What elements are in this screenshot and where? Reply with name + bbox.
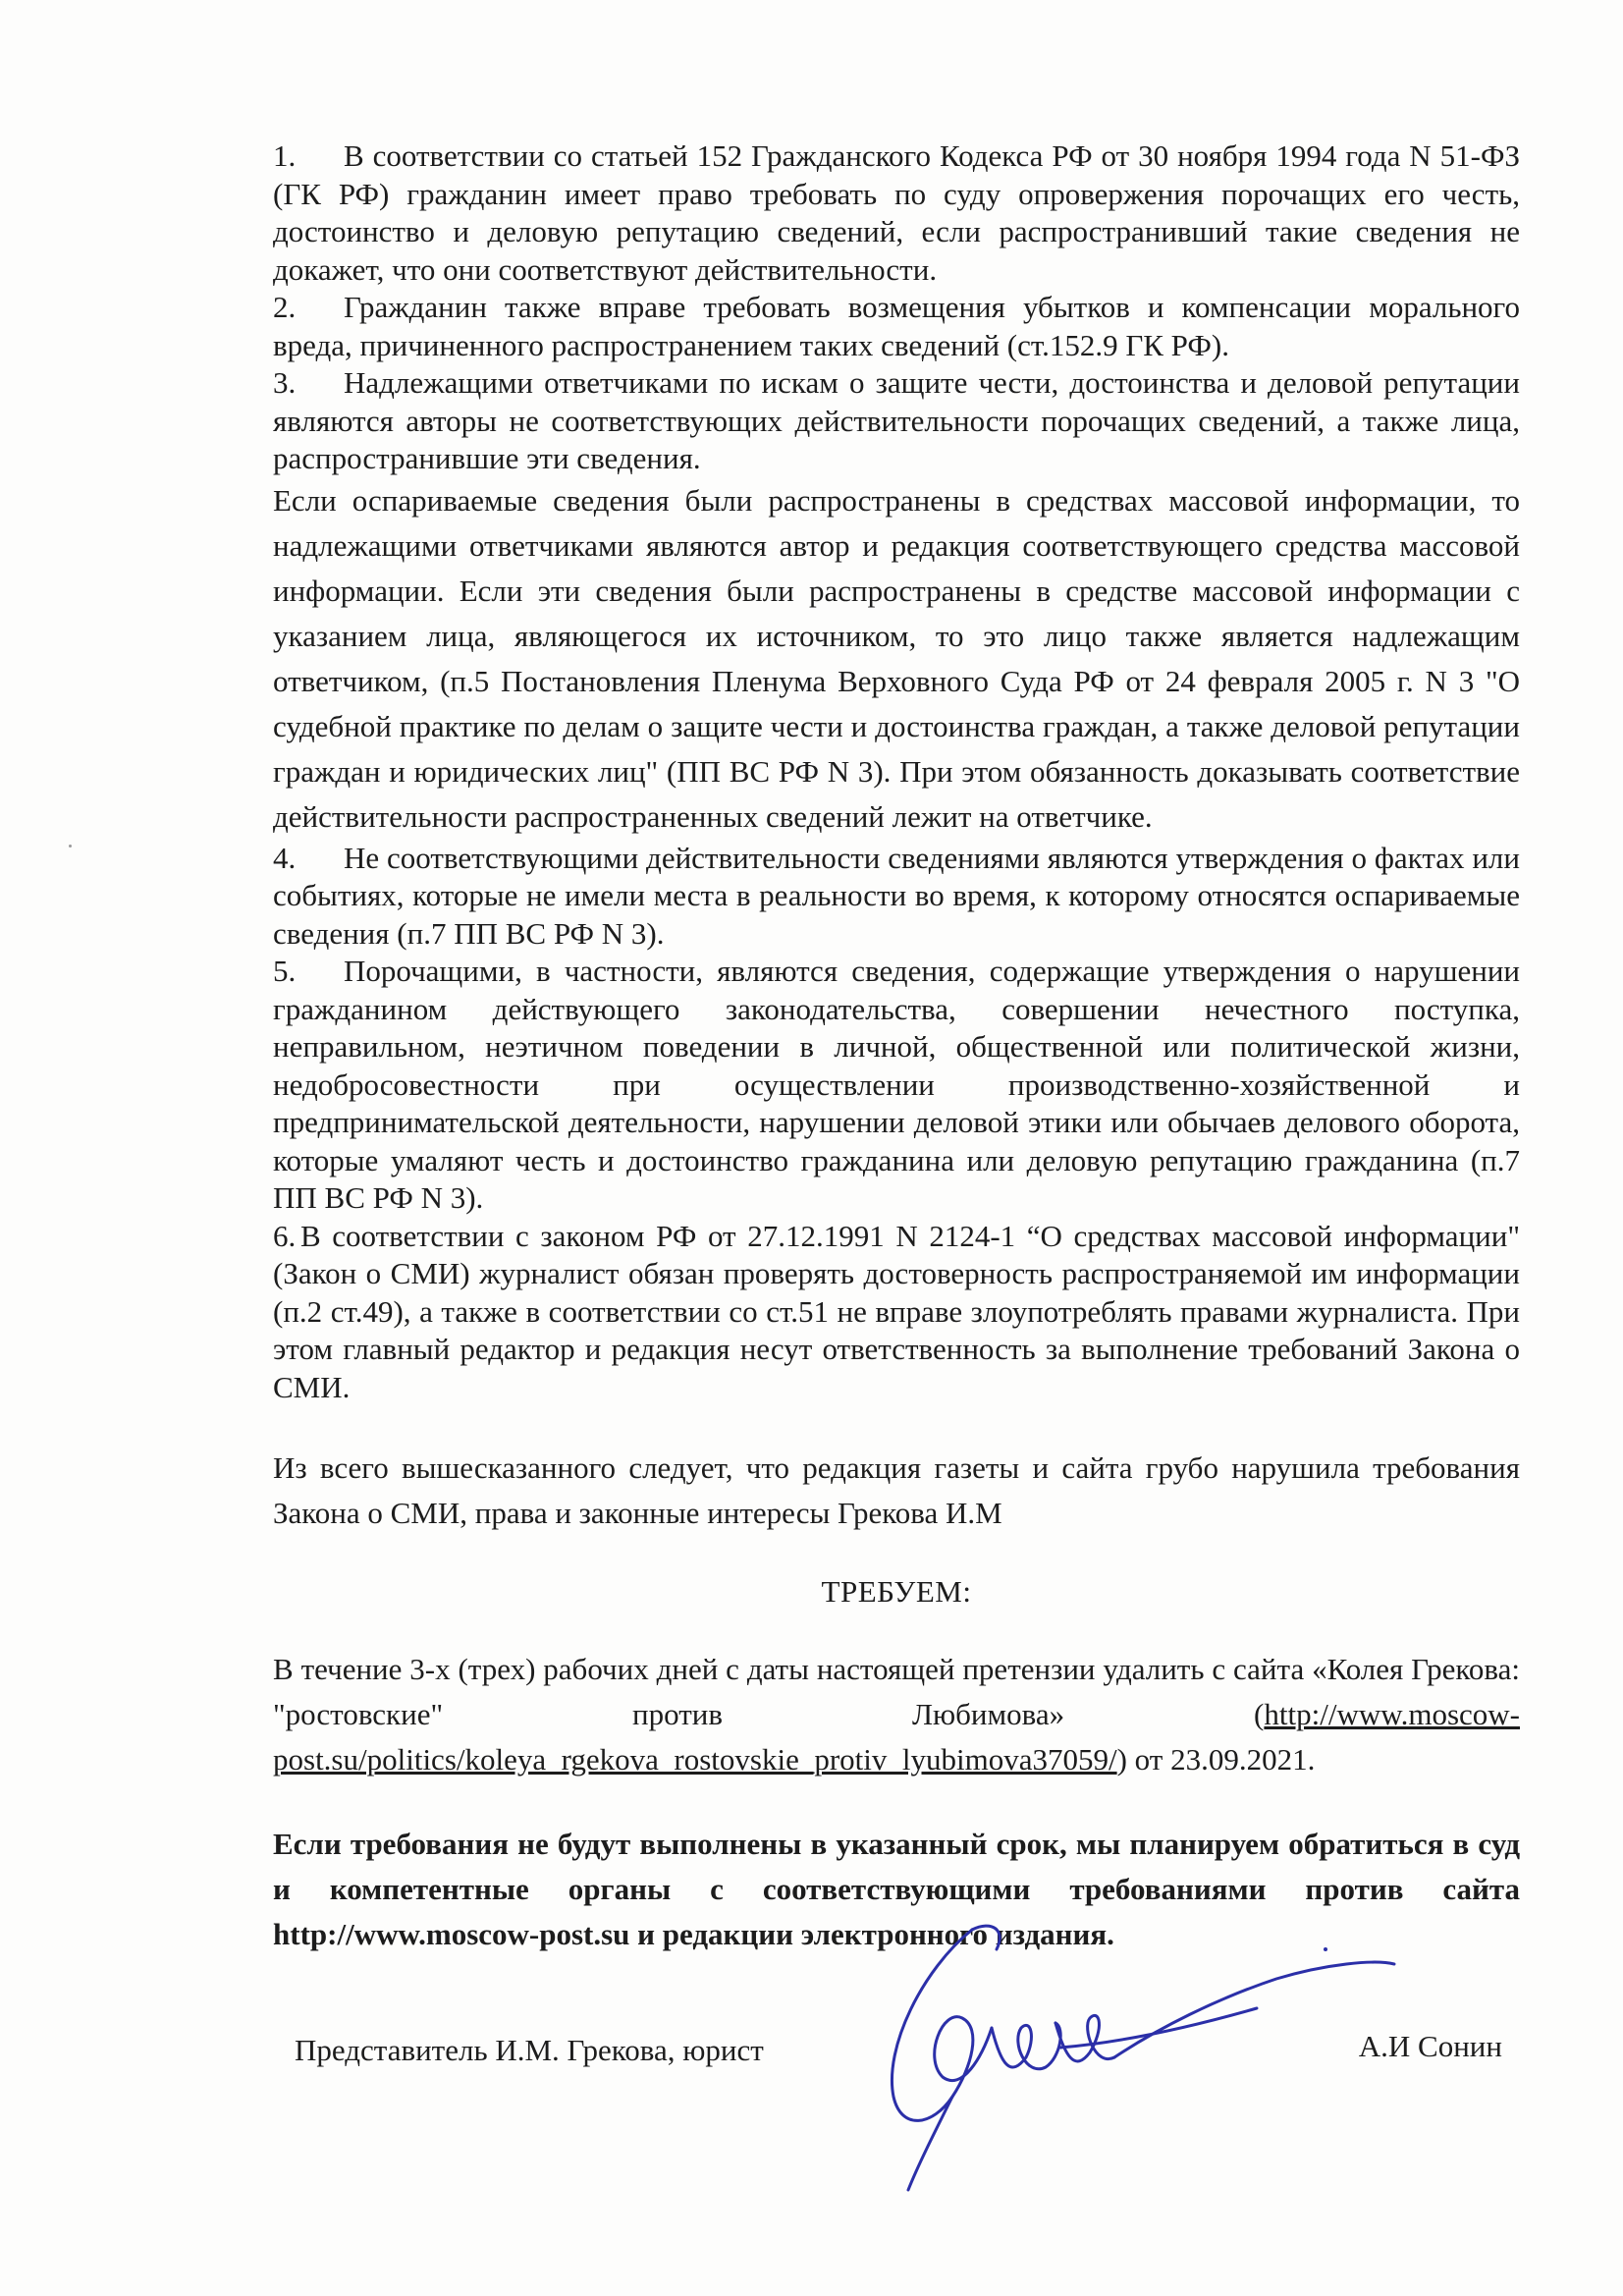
conclusion-text: Из всего вышесказанного следует, что редакция газеты и сайта грубо нарушила требования Закона о СМИ, права и законные интересы Грекова И.М bbox=[273, 1450, 1520, 1530]
paragraph-number: 5. bbox=[273, 954, 297, 988]
handwritten-signature-icon bbox=[864, 1910, 1414, 2195]
paragraph-text: Гражданин также вправе требовать возмещения убытков и компенсации морального вреда, причиненного распространением таких сведений (ст.152.9 ГК РФ). bbox=[273, 290, 1520, 362]
representative-label: Представитель И.М. Грекова, юрист bbox=[295, 2033, 764, 2067]
paragraph-6 bbox=[273, 1218, 1520, 1407]
paragraph-text: Если оспариваемые сведения были распространены в средствах массовой информации, то надлежащими ответчиками являются автор и редакция соответствующего средства массовой информации. Если эти сведения были распространены в средстве массовой информации с указанием лица, являющегося их источником, то это лицо также является надлежащим ответчиком, (п.5 Постановления Пленума Верховного Суда РФ от 24 февраля 2005 г. N 3 "О судебной практике по делам о защите чести и достоинства граждан, а также деловой репутации граждан и юридических лиц" (ПП ВС РФ N 3). При этом обязанность доказывать соответствие действительности распространенных сведений лежит на ответчике. bbox=[273, 482, 1520, 834]
paragraph-number: 2. bbox=[273, 290, 297, 324]
paragraph-text: В соответствии со статьей 152 Гражданского Кодекса РФ от 30 ноября 1994 года N 51-ФЗ (ГК РФ) гражданин имеет право требовать по суду опровержения порочащих его честь, достоинство и деловую репутацию сведений, если распространивший такие сведения не докажет, что они соответствуют действительности. bbox=[273, 138, 1520, 287]
paragraph-1 bbox=[273, 137, 1520, 289]
demand-text-after: ) от 23.09.2021. bbox=[1116, 1741, 1316, 1777]
paragraph-text: Порочащими, в частности, являются сведения, содержащие утверждения о нарушении гражданином действующего законодательства, совершении нечестного поступка, неправильном, неэтичном поведении в личной, общественной или политической жизни, недобросовестности при осуществлении производственно-хозяйственной и предпринимательской деятельности, нарушении деловой этики или обычаев делового оборота, которые умаляют честь и достоинство гражданина или деловую репутацию гражданина (п.7 ПП ВС РФ N 3). bbox=[273, 954, 1520, 1215]
paragraph-3 bbox=[273, 364, 1520, 478]
article-link[interactable]: http://www.moscow-post.su/politics/koleya_rgekova_rostovskie_protiv_lyubimova37059/ bbox=[273, 1696, 1520, 1777]
conclusion-paragraph bbox=[273, 1446, 1520, 1536]
paragraph-number: 6. bbox=[273, 1218, 297, 1253]
paragraph-text: В соответствии с законом РФ от 27.12.1991 N 2124-1 “О средствах массовой информации" (Закон о СМИ) журналист обязан проверять достоверность распространяемой им информации (п.2 ст.49), а также в соответствии со ст.51 не вправе злоупотреблять правами журналиста. При этом главный редактор и редакция несут ответственность за выполнение требований Закона о СМИ. bbox=[273, 1218, 1520, 1404]
paragraph-4 bbox=[273, 840, 1520, 954]
demand-paragraph bbox=[273, 1647, 1520, 1782]
paragraph-text: Не соответствующими действительности сведениями являются утверждения о фактах или событиях, которые не имели места в реальности во время, к которому относятся оспариваемые сведения (п.7 ПП ВС РФ N 3). bbox=[273, 840, 1520, 951]
document-body bbox=[273, 137, 1520, 1957]
demand-text-before: В течение 3-х (трех) рабочих дней с даты настоящей претензии удалить с сайта «Колея Грекова: "ростовские" против Любимова» ( bbox=[273, 1651, 1520, 1731]
signer-name: А.И Сонин bbox=[1358, 2029, 1502, 2063]
paragraph-5 bbox=[273, 953, 1520, 1218]
scan-speck bbox=[69, 845, 72, 847]
paragraph-3-continued bbox=[273, 478, 1520, 840]
paragraph-text: Надлежащими ответчиками по искам о защите чести, достоинства и деловой репутации являются авторы не соответствующих действительности порочащих сведений, а также лица, распространившие эти сведения. bbox=[273, 365, 1520, 475]
paragraph-number: 3. bbox=[273, 365, 297, 400]
paragraph-2 bbox=[273, 289, 1520, 364]
paragraph-number: 4. bbox=[273, 840, 297, 875]
warning-text: Если требования не будут выполнены в указанный срок, мы планируем обратиться в суд и компетентные органы с соответствующими требованиями против сайта http://www.moscow-post.su и редакции электронного издания. bbox=[273, 1826, 1520, 1951]
demand-heading: ТРЕБУЕМ: bbox=[821, 1574, 972, 1609]
paragraph-number: 1. bbox=[273, 138, 297, 173]
